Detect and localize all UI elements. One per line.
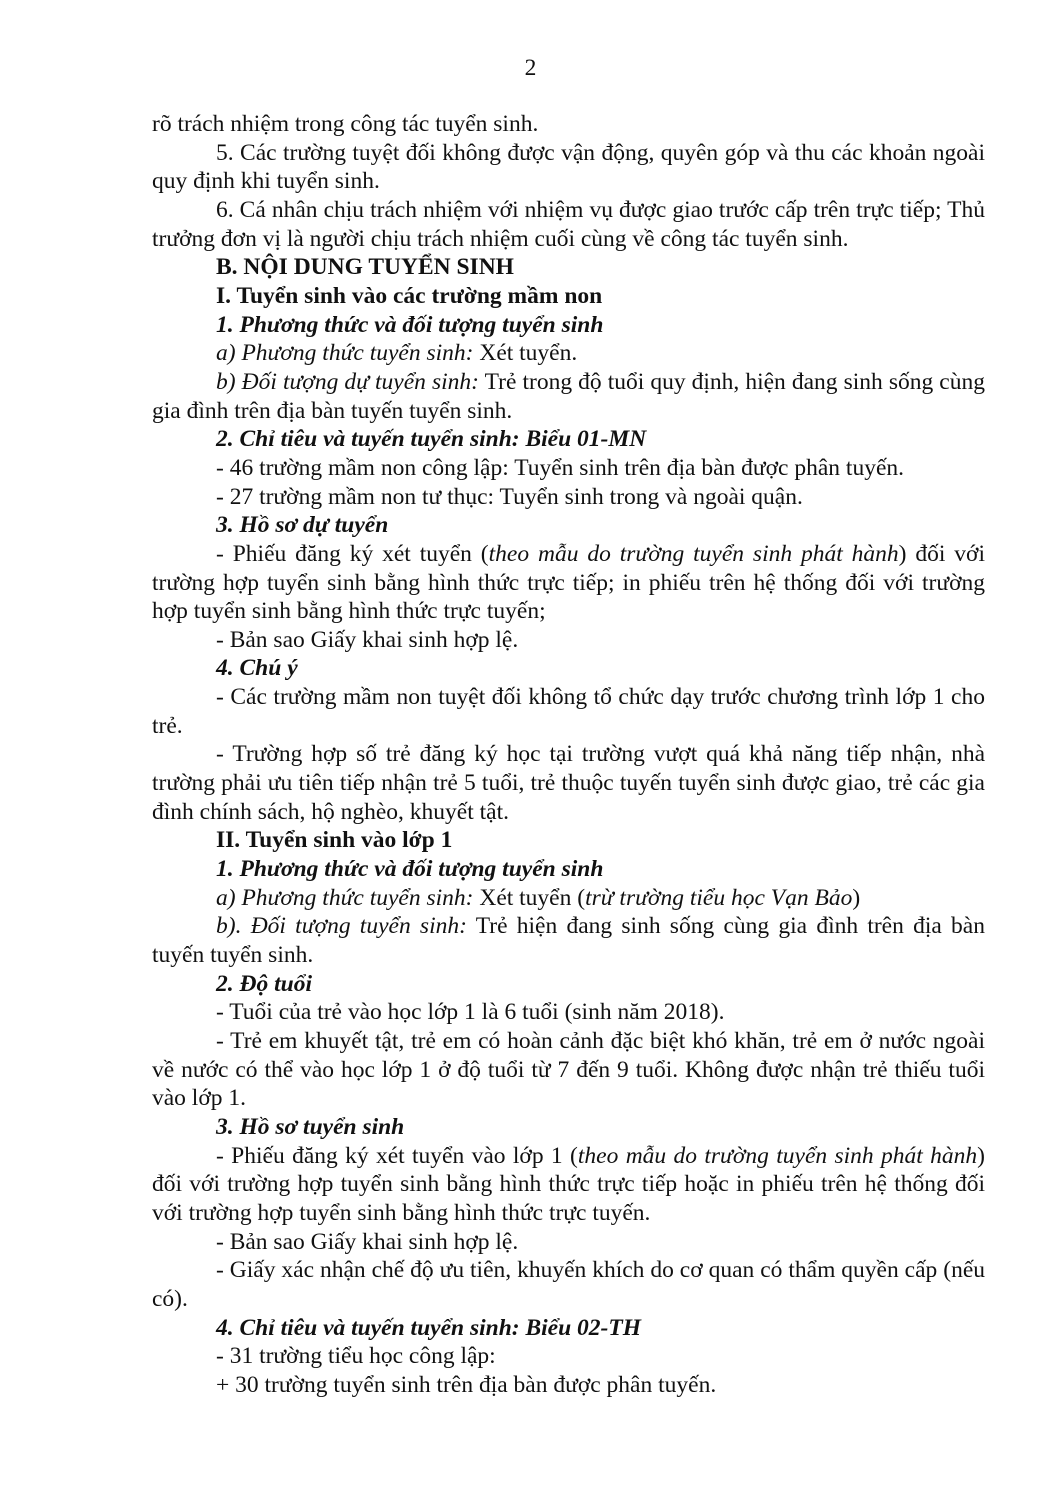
subheading-dossier-mn: 3. Hồ sơ dự tuyển [216, 512, 389, 539]
list-item: - Giấy xác nhận chế độ ưu tiên, khuyến khích do cơ quan có thẩm quyền cấp (nếu có). [152, 1257, 985, 1312]
section-heading-i: I. Tuyển sinh vào các trường mầm non [216, 282, 603, 309]
text: Trẻ trong độ tuổi quy định, hiện đang sinh sống cùng gia đình trên địa bàn tuyến tuyển sinh. [152, 368, 985, 424]
text: trừ trường tiểu học Vạn Bảo [585, 884, 853, 911]
list-item: - 31 trường tiểu học công lập: [216, 1343, 496, 1370]
subheading-method-mn: 1. Phương thức và đối tượng tuyển sinh [216, 311, 604, 338]
list-item: + 30 trường tuyển sinh trên địa bàn được phân tuyến. [216, 1371, 717, 1398]
list-item: - Tuổi của trẻ vào học lớp 1 là 6 tuổi (sinh năm 2018). [216, 999, 725, 1026]
text: ) đối với trường hợp tuyển sinh bằng hình thức trực tiếp hoặc in phiếu trên hệ thống đối với trường hợp tuyển sinh bằng hình thức trực tuyến. [152, 1142, 985, 1226]
list-item [152, 1142, 985, 1228]
subheading-quota-mn: 2. Chỉ tiêu và tuyến tuyển sinh: Biểu 01-MN [216, 426, 647, 453]
subheading-quota-l1: 4. Chỉ tiêu và tuyến tuyển sinh: Biểu 02-TH [216, 1314, 641, 1341]
subheading-age-l1: 2. Độ tuổi [216, 970, 312, 997]
page-number: 2 [524, 55, 537, 81]
subheading-dossier-l1: 3. Hồ sơ tuyển sinh [216, 1113, 405, 1140]
label: a) Phương thức tuyển sinh: [216, 884, 474, 911]
subheading-note-mn: 4. Chú ý [216, 655, 298, 682]
list-item: - Các trường mầm non tuyệt đối không tổ chức dạy trước chương trình lớp 1 cho trẻ. [152, 684, 985, 739]
paragraph: 6. Cá nhân chịu trách nhiệm với nhiệm vụ được giao trước cấp trên trực tiếp; Thủ trưởng đơn vị là người chịu trách nhiệm cuối cùng về công tác tuyển sinh. [152, 196, 985, 252]
document-body [152, 110, 985, 1400]
list-item: - Trường hợp số trẻ đăng ký học tại trường vượt quá khả năng tiếp nhận, nhà trường phải ưu tiên tiếp nhận trẻ 5 tuổi, trẻ thuộc tuyến tuyển sinh được giao, trẻ các gia đình chính sách, hộ nghèo, khuyết tật. [152, 741, 985, 825]
list-item [152, 540, 985, 626]
text: - Phiếu đăng ký xét tuyển ( [216, 540, 489, 567]
subheading-method-l1: 1. Phương thức và đối tượng tuyển sinh [216, 856, 604, 883]
list-item: - Trẻ em khuyết tật, trẻ em có hoàn cảnh đặc biệt khó khăn, trẻ em ở nước ngoài về nước có thể vào học lớp 1 ở độ tuổi từ 7 đến 9 tuổi. Không được nhận trẻ thiếu tuổi vào lớp 1. [152, 1028, 985, 1112]
text: - Phiếu đăng ký xét tuyển vào lớp 1 ( [216, 1142, 578, 1169]
paragraph [152, 912, 985, 969]
label: a) Phương thức tuyển sinh: [216, 340, 474, 367]
paragraph [152, 339, 985, 368]
text: Xét tuyển ( [473, 884, 586, 911]
text: Xét tuyển. [473, 340, 578, 367]
text: theo mẫu do trường tuyển sinh phát hành [488, 540, 899, 567]
list-item: - Bản sao Giấy khai sinh hợp lệ. [216, 626, 519, 653]
paragraph: rõ trách nhiệm trong công tác tuyển sinh. [152, 111, 539, 137]
list-item: - Bản sao Giấy khai sinh hợp lệ. [216, 1228, 519, 1255]
text: Trẻ hiện đang sinh sống cùng gia đình trên địa bàn tuyến tuyển sinh. [152, 913, 985, 969]
label: b). Đối tượng tuyển sinh: [216, 913, 467, 940]
paragraph [152, 368, 985, 425]
text: theo mẫu do trường tuyển sinh phát hành [577, 1142, 978, 1169]
paragraph: 5. Các trường tuyệt đối không được vận động, quyên góp và thu các khoản ngoài quy định khi tuyển sinh. [152, 139, 985, 195]
text: ) đối với trường hợp tuyển sinh bằng hình thức trực tiếp; in phiếu trên hệ thống đối với trường hợp tuyển sinh bằng hình thức trực tuyến; [152, 540, 986, 625]
paragraph [152, 884, 985, 913]
list-item: - 27 trường mầm non tư thục: Tuyển sinh trong và ngoài quận. [216, 483, 803, 510]
label: b) Đối tượng dự tuyển sinh: [216, 368, 479, 395]
section-heading-b: B. NỘI DUNG TUYỂN SINH [216, 254, 514, 281]
section-heading-ii: II. Tuyển sinh vào lớp 1 [216, 827, 453, 854]
list-item: - 46 trường mầm non công lập: Tuyển sinh trên địa bàn được phân tuyến. [216, 454, 904, 481]
text: ) [852, 884, 861, 911]
